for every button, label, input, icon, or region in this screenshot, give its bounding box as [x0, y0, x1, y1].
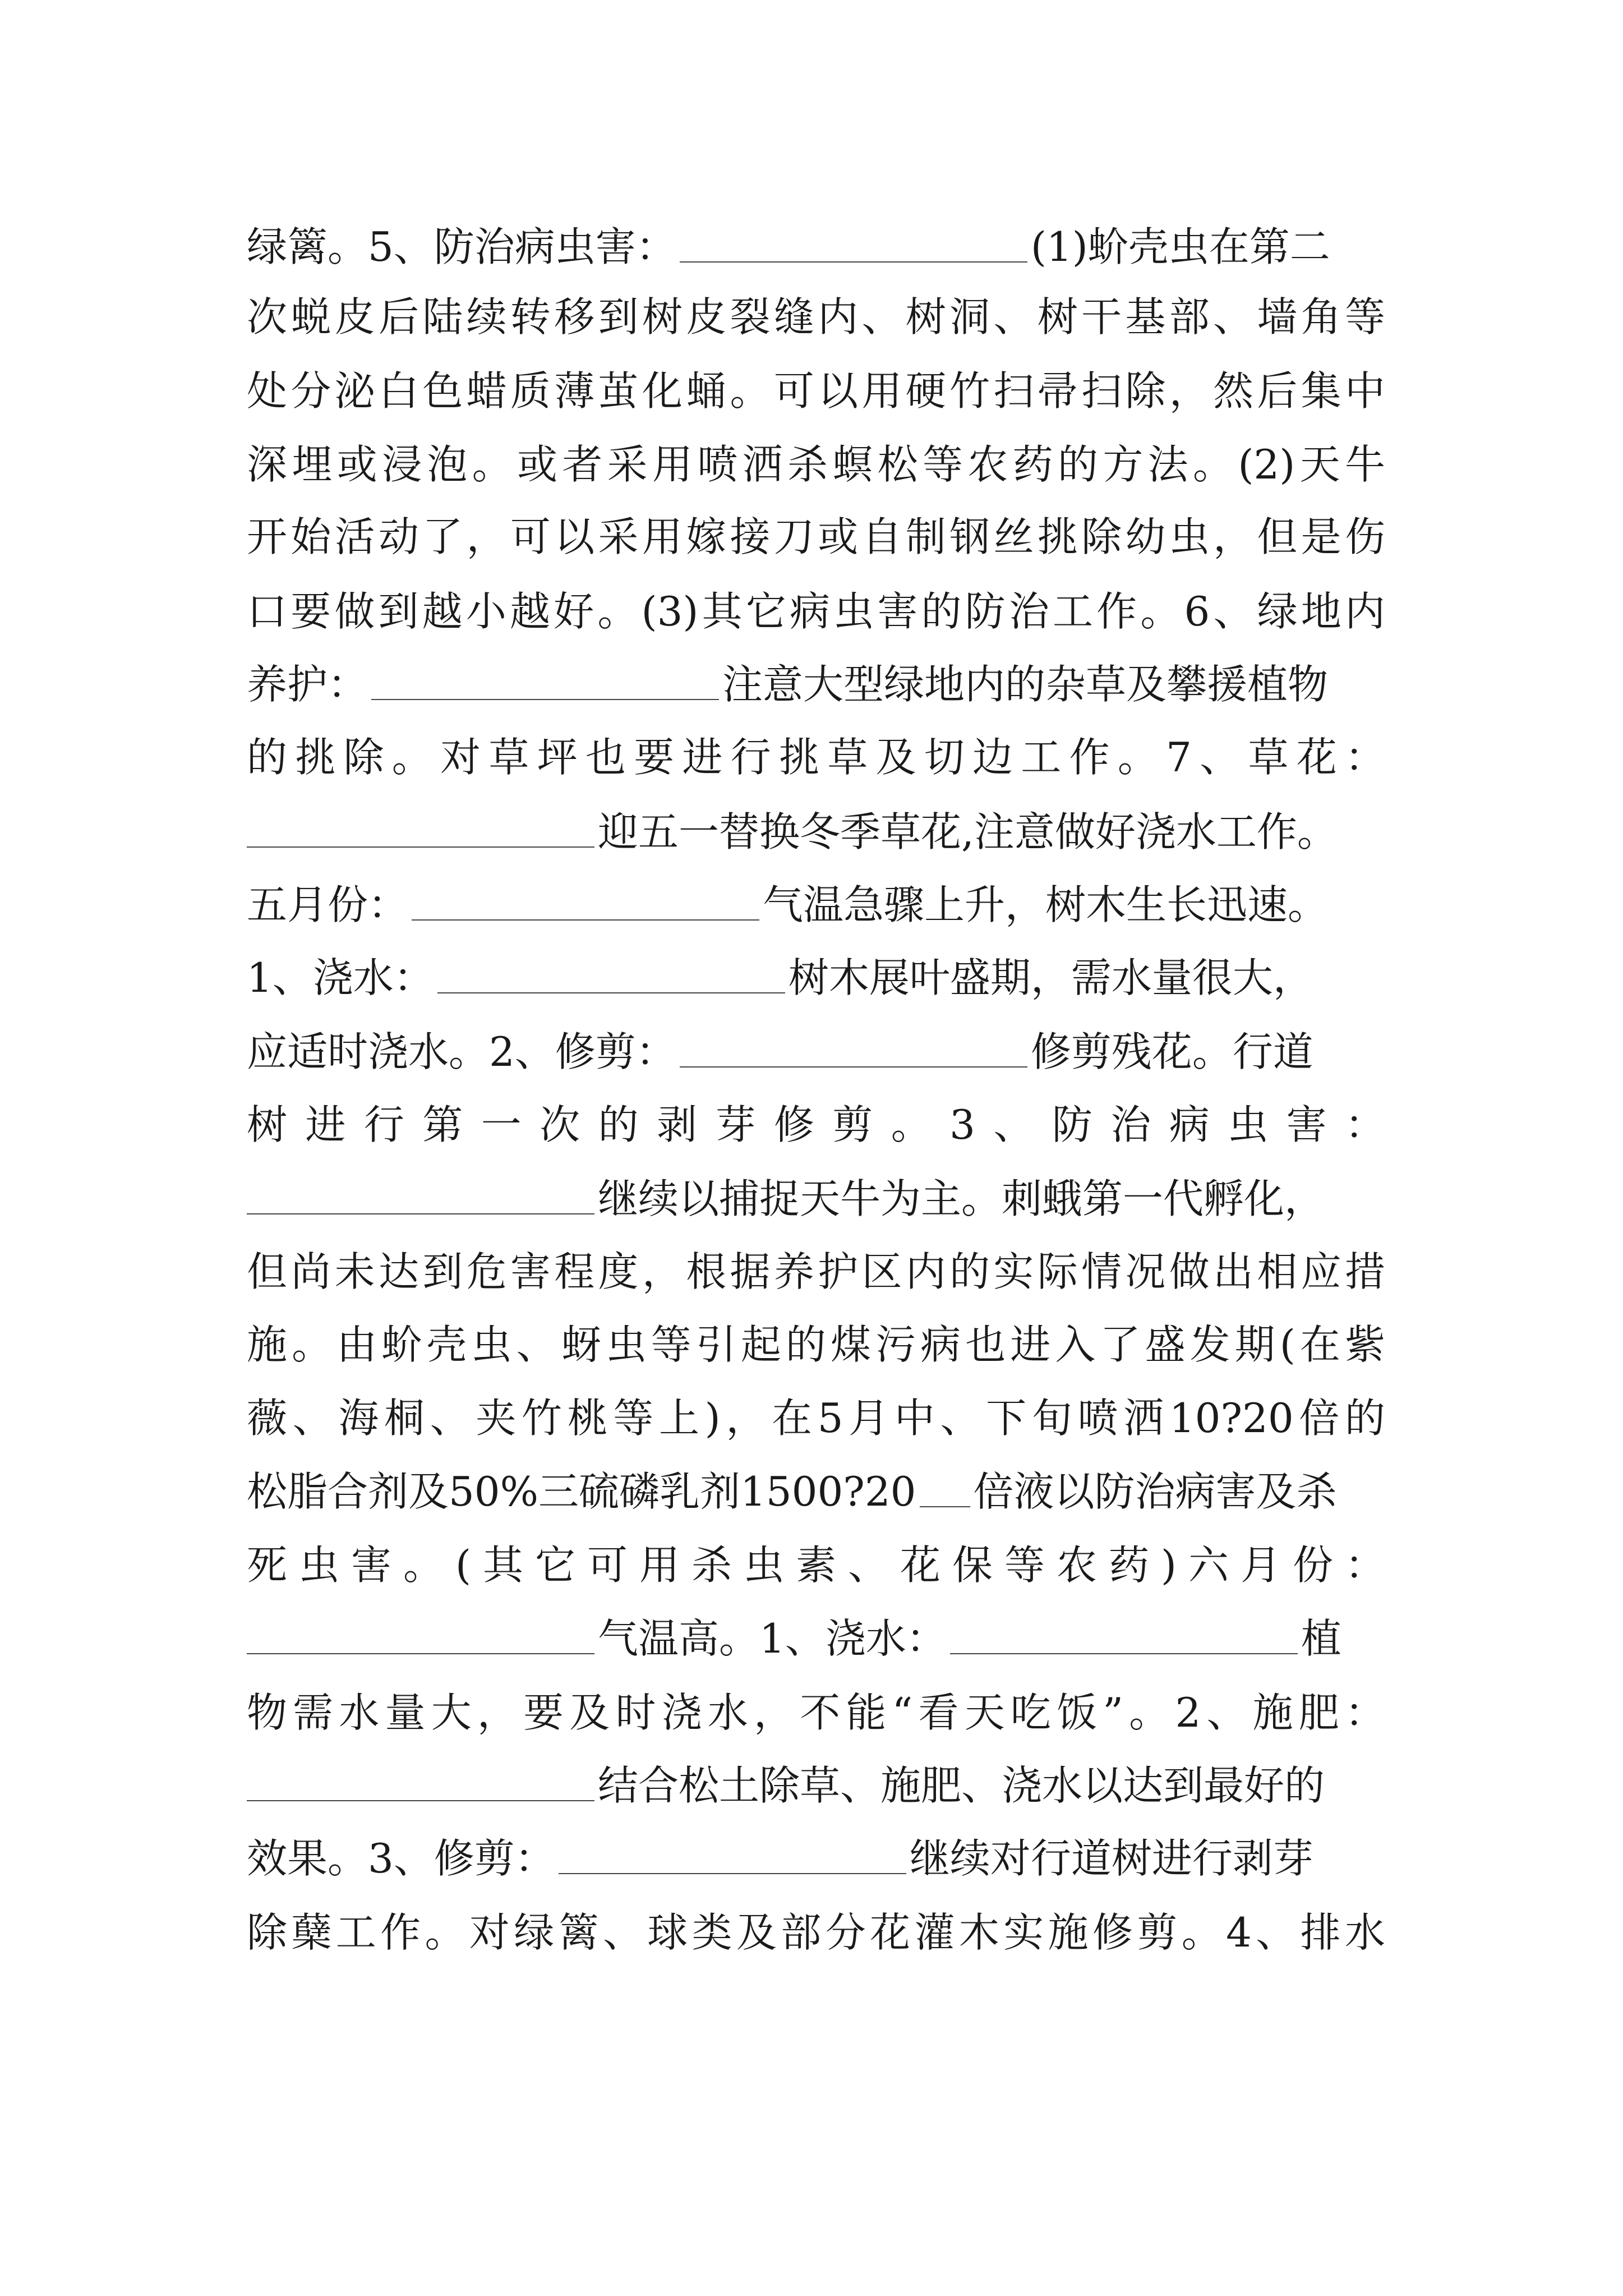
- text-segment: 次蜕皮后陆续转移到树皮裂缝内、树洞、树干基部、墙角等: [247, 293, 1385, 341]
- text-line-14: [247, 1168, 1385, 1230]
- text-segment: 除蘖工作。对绿篱、球类及部分花灌木实施修剪。4、排水: [247, 1909, 1385, 1956]
- text-segment: 迎五一替换冬季草花,注意做好浇水工作。: [598, 808, 1338, 855]
- text-segment: (1)蚧壳虫在第二: [1030, 223, 1330, 270]
- text-segment: 修剪残花。行道: [1030, 1028, 1313, 1075]
- fill-in-blank: [559, 1872, 906, 1874]
- text-line-13: [247, 1094, 1385, 1156]
- fill-in-blank: [920, 1505, 970, 1507]
- text-line-8: [247, 726, 1385, 788]
- text-segment: 倍液以防治病害及杀: [973, 1468, 1337, 1515]
- text-line-9: [247, 801, 1385, 863]
- text-segment: 结合松土除草、施肥、浇水以达到最好的: [598, 1762, 1325, 1809]
- fill-in-blank: [371, 698, 719, 700]
- text-segment: 的挑除。对草坪也要进行挑草及切边工作。7、草花：: [247, 734, 1385, 781]
- text-segment: 施。由蚧壳虫、蚜虫等引起的煤污病也进入了盛发期(在紫: [247, 1321, 1385, 1368]
- text-segment: 处分泌白色蜡质薄茧化蛹。可以用硬竹扫帚扫除，然后集中: [247, 367, 1385, 415]
- text-segment: 开始活动了，可以采用嫁接刀或自制钢丝挑除幼虫，但是伤: [247, 513, 1385, 560]
- text-segment: 效果。3、修剪：: [247, 1835, 555, 1882]
- text-segment: 气温高。1、浇水：: [598, 1615, 947, 1662]
- text-segment: 五月份：: [247, 881, 409, 928]
- text-segment: 气温急骤上升，树木生长迅速。: [763, 881, 1329, 928]
- text-line-6: [247, 581, 1385, 642]
- fill-in-blank: [680, 1065, 1027, 1068]
- text-line-10: [247, 874, 1385, 936]
- text-line-12: [247, 1021, 1385, 1083]
- text-line-22: [247, 1755, 1385, 1816]
- text-segment: 绿篱。5、防治病虫害：: [247, 223, 676, 270]
- text-line-18: [247, 1461, 1385, 1522]
- text-line-2: [247, 286, 1385, 348]
- fill-in-blank: [247, 1212, 594, 1214]
- text-line-16: [247, 1314, 1385, 1375]
- text-line-7: [247, 654, 1385, 715]
- text-segment: 但尚未达到危害程度，根据养护区内的实际情况做出相应措: [247, 1248, 1385, 1295]
- text-segment: 松脂合剂及50%三硫磷乳剂1500?20: [247, 1468, 916, 1515]
- fill-in-blank: [247, 845, 594, 848]
- fill-in-blank: [950, 1652, 1298, 1654]
- text-segment: 养护：: [247, 661, 368, 708]
- text-segment: 口要做到越小越好。(3)其它病虫害的防治工作。6、绿地内: [247, 588, 1385, 635]
- text-segment: 薇、海桐、夹竹桃等上)，在5月中、下旬喷洒10?20倍的: [247, 1395, 1385, 1442]
- fill-in-blank: [437, 991, 785, 993]
- text-line-17: [247, 1387, 1385, 1449]
- text-segment: 深埋或浸泡。或者采用喷洒杀螟松等农药的方法。(2)天牛: [247, 441, 1385, 488]
- text-line-1: [247, 216, 1385, 278]
- text-line-11: [247, 947, 1385, 1009]
- fill-in-blank: [247, 1799, 594, 1801]
- text-line-19: [247, 1534, 1385, 1596]
- text-line-4: [247, 434, 1385, 495]
- text-segment: 死虫害。(其它可用杀虫素、花保等农药)六月份：: [247, 1542, 1385, 1589]
- text-line-21: [247, 1682, 1385, 1743]
- text-segment: 继续对行道树进行剥芽: [909, 1835, 1313, 1882]
- text-line-24: [247, 1902, 1385, 1963]
- fill-in-blank: [680, 260, 1027, 263]
- text-segment: 树进行第一次的剥芽修剪。3、防治病虫害：: [247, 1101, 1385, 1148]
- text-line-5: [247, 506, 1385, 568]
- text-segment: 植: [1301, 1615, 1341, 1662]
- fill-in-blank: [247, 1652, 594, 1654]
- fill-in-blank: [412, 918, 759, 921]
- text-segment: 继续以捕捉天牛为主。刺蛾第一代孵化，: [598, 1175, 1325, 1222]
- text-segment: 1、浇水：: [247, 954, 434, 1001]
- text-line-20: [247, 1608, 1385, 1669]
- text-line-15: [247, 1241, 1385, 1303]
- text-line-23: [247, 1828, 1385, 1889]
- text-segment: 物需水量大，要及时浇水，不能“看天吃饭”。2、施肥：: [247, 1689, 1385, 1736]
- text-line-3: [247, 360, 1385, 422]
- text-segment: 树木展叶盛期，需水量很大，: [788, 954, 1313, 1001]
- text-segment: 应适时浇水。2、修剪：: [247, 1028, 676, 1075]
- text-segment: 注意大型绿地内的杂草及攀援植物: [722, 661, 1329, 708]
